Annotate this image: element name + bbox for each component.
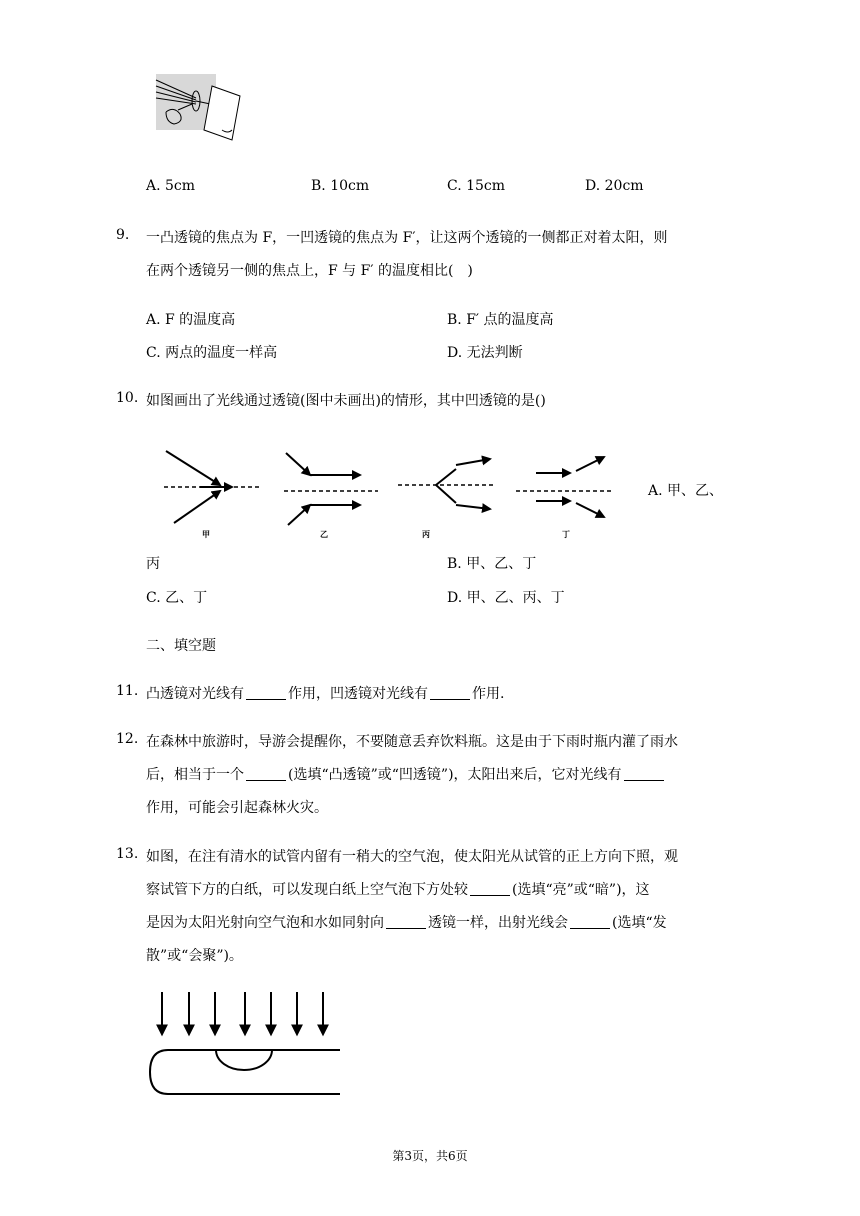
q12-stem-line3: 作用，可能会引起森林火灾。: [146, 800, 328, 816]
q13-stem-line2: [146, 879, 650, 899]
q12-stem-line2: [146, 764, 666, 784]
q8-lens-figure: [152, 68, 248, 146]
q11-blank-2[interactable]: [430, 685, 470, 700]
q13-blank-1[interactable]: [470, 881, 510, 896]
q9-option-b[interactable]: B. F′ 点的温度高: [447, 312, 554, 328]
q11-text-1: 凸透镜对光线有: [146, 686, 244, 702]
fig-label-yi: 乙: [320, 530, 328, 539]
q9-option-a[interactable]: A. F 的温度高: [146, 312, 236, 328]
q12-blank-2[interactable]: [624, 766, 664, 781]
fig-label-bing: 丙: [422, 530, 430, 539]
q9-option-d[interactable]: D. 无法判断: [447, 345, 523, 361]
q13-text-2: (选填“亮”或“暗”)，这: [512, 882, 650, 898]
fig-label-jia: 甲: [202, 530, 210, 539]
question-number: 12.: [116, 731, 139, 747]
q13-stem-line3: [146, 912, 667, 932]
q9-stem-line1: 一凸透镜的焦点为 F，一凹透镜的焦点为 F′，让这两个透镜的一侧都正对着太阳，则: [146, 230, 668, 246]
section-title: 二、填空题: [146, 638, 216, 654]
q12-text-2: (选填“凸透镜”或“凹透镜”)，太阳出来后，它对光线有: [288, 767, 622, 783]
question-number: 9.: [116, 227, 130, 243]
q8-option-c[interactable]: C. 15cm: [447, 178, 506, 194]
q11-stem: [146, 683, 504, 703]
q13-text-5: (选填“发: [612, 915, 667, 931]
q8-option-a[interactable]: A. 5cm: [146, 178, 196, 194]
q13-text-3: 是因为太阳光射向空气泡和水如同射向: [146, 915, 384, 931]
q13-stem-line4: 散”或“会聚”)。: [146, 948, 243, 964]
page-footer: 第3页，共6页: [392, 1149, 468, 1163]
q13-test-tube-figure: [146, 988, 346, 1098]
q10-light-figure: [160, 445, 620, 545]
q10-option-d[interactable]: D. 甲、乙、丙、丁: [447, 590, 565, 606]
q10-option-c[interactable]: C. 乙、丁: [146, 590, 208, 606]
q13-stem-line1: 如图，在注有清水的试管内留有一稍大的空气泡，使太阳光从试管的正上方向下照，观: [146, 849, 678, 865]
q13-text-1: 察试管下方的白纸，可以发现白纸上空气泡下方处较: [146, 882, 468, 898]
q10-option-a-cont: 丙: [146, 556, 160, 572]
q12-text-1: 后，相当于一个: [146, 767, 244, 783]
q13-text-4: 透镜一样，出射光线会: [428, 915, 568, 931]
q9-option-c[interactable]: C. 两点的温度一样高: [146, 345, 278, 361]
q8-option-b[interactable]: B. 10cm: [311, 178, 370, 194]
q9-stem-line2: 在两个透镜另一侧的焦点上，F 与 F′ 的温度相比( ): [146, 263, 473, 279]
question-number: 10.: [116, 390, 139, 406]
q11-blank-1[interactable]: [246, 685, 286, 700]
q10-stem: 如图画出了光线通过透镜(图中未画出)的情形，其中凹透镜的是(): [146, 393, 546, 409]
q11-text-3: 作用.: [472, 686, 505, 702]
q12-blank-1[interactable]: [246, 766, 286, 781]
question-number: 13.: [116, 846, 139, 862]
q13-blank-2[interactable]: [386, 914, 426, 929]
question-number: 11.: [116, 683, 139, 699]
q8-option-d[interactable]: D. 20cm: [585, 178, 644, 194]
q11-text-2: 作用，凹透镜对光线有: [288, 686, 428, 702]
q13-blank-3[interactable]: [570, 914, 610, 929]
q12-stem-line1: 在森林中旅游时，导游会提醒你，不要随意丢弃饮料瓶。这是由于下雨时瓶内灌了雨水: [146, 734, 678, 750]
q10-option-b[interactable]: B. 甲、乙、丁: [447, 556, 537, 572]
q10-option-a[interactable]: A. 甲、乙、: [648, 483, 724, 499]
fig-label-ding: 丁: [562, 530, 570, 539]
